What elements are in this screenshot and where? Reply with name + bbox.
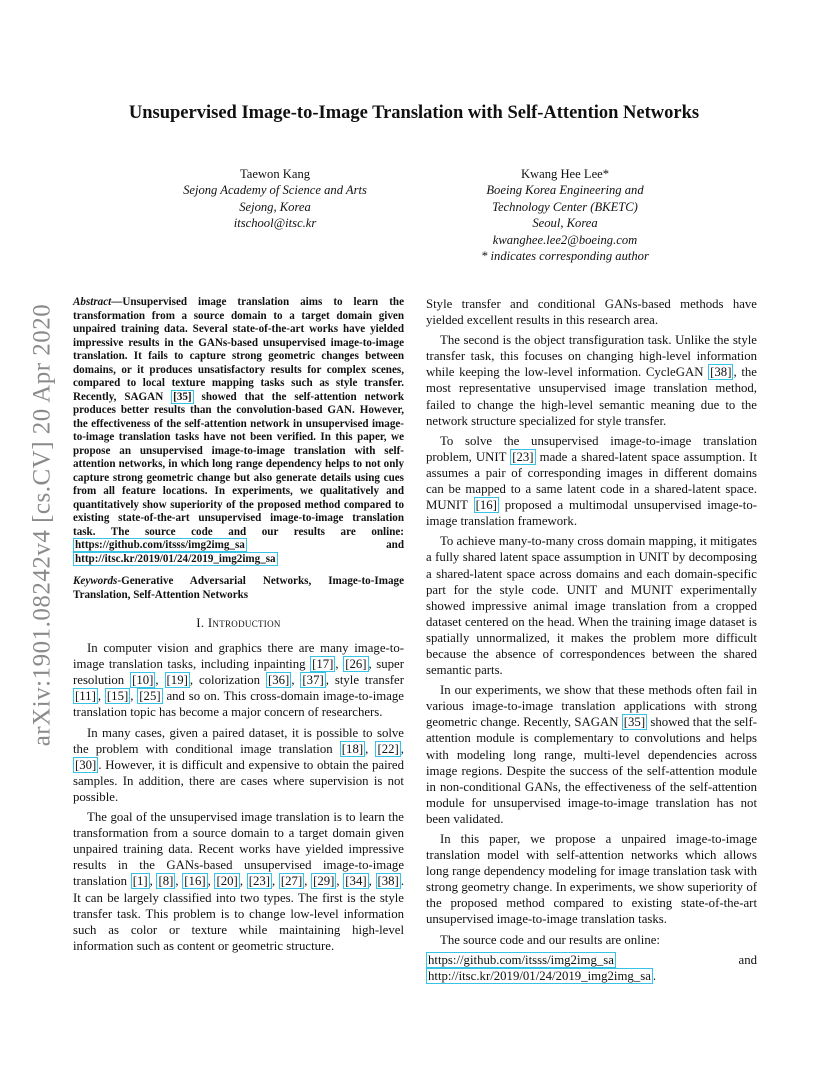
paper-title: Unsupervised Image-to-Image Translation with Self-Attention Networks (128, 103, 700, 123)
citation-link[interactable]: [18] (341, 741, 364, 756)
author-location: Seoul, Korea (532, 216, 598, 231)
citation-link[interactable]: [34] (345, 874, 367, 889)
citation-link[interactable]: [35] (173, 390, 192, 403)
citation-link[interactable]: [23] (248, 874, 271, 889)
author-affiliation: Boeing Korea Engineering and (486, 183, 644, 198)
citation-link[interactable]: [8] (158, 874, 174, 889)
paragraph: The source code and our results are online: (440, 932, 660, 947)
citation-link[interactable]: [16] (475, 498, 497, 513)
paragraph: In computer vision and graphics there are many image-to-image translation tasks, including inpainting [17] , [26] , super resolution [10] , [19] , colorization [36] , [37] , style transfer [11] , [15] , [25] and so on. This cross-domain image-to-image translation topic has become a major concern of researchers. (73, 641, 404, 720)
author-name: Kwang Hee Lee* (520, 167, 610, 181)
author-block-2 (420, 166, 710, 264)
author-email: itschool@itsc.kr (233, 216, 317, 231)
citation-link[interactable]: [16] (184, 874, 206, 889)
citation-link[interactable]: [22] (377, 741, 399, 756)
citation-link[interactable]: [19] (166, 673, 188, 688)
author-location: Sejong, Korea (239, 199, 311, 214)
citation-link[interactable]: [27] (280, 874, 303, 889)
right-column (426, 296, 757, 988)
citation-link[interactable]: [11] (75, 689, 96, 704)
source-code-link[interactable]: https://github.com/itsss/img2img_sa (75, 539, 245, 551)
citation-link[interactable]: [15] (106, 689, 129, 704)
paragraph: In our experiments, we show that these methods often fail in various image-to-image translation applications with strong geometric change. Recently, SAGAN [35] showed that the self-attention module is complementary to convolutions and helps with modeling long range, multi-level dependencies across image regions. Despite the success of the self-attention module in non-conditional GANs, the effectiveness of the self-attention module for unsupervised image-to-image translation has not been validated. (426, 683, 757, 826)
arxiv-identifier-text: arXiv:1901.08242v4 [cs.CV] 20 Apr 2020 (28, 303, 56, 747)
citation-link[interactable]: [1] (132, 874, 148, 889)
citation-link[interactable]: [17] (312, 657, 334, 672)
paragraph: The goal of the unsupervised image translation is to learn the transformation from a source domain to a target domain given unpaired training data. Recent works have yielded impressive results in the GANs-based unsupervised image-to-image translation [1] , [8] , [16] , [20] , [23] , [27] , [29] , [34] , [38] . It can be largely classified into two types. The first is the style transfer task. This problem is to change low-level information such as color or texture while maintaining high-level information such as content or geometric structure. (73, 810, 405, 953)
abstract: Abstract—Unsupervised image translation aims to learn the transformation from a source domain to a target domain given unpaired training data. Several state-of-the-art works have yielded impressive results in the GANs-based unsupervised image-to-image translation. It fails to capture strong geometric changes between domains, or it produces unsatisfactory results for complex scenes, compared to local texture mapping tasks such as style transfer. Recently, SAGAN [35] showed that the self-attention network produces better results than the convolution-based GAN. However, the effectiveness of the self-attention network in unsupervised image-to-image translation tasks have not been verified. In this paper, we propose an unsupervised image-to-image translation with self-attention networks, in which long range dependency helps to not only capture strong geometric change but also generate details using cues from all feature locations. In experiments, we qualitatively and quantitatively show superiority of the proposed method compared to existing state-of-the-art unsupervised image-to-image translation task. The source code and our results are online: https://github.com/itsss/img2img_sa and http://itsc.kr/2019/01/24/2019_img2img_sa (73, 296, 404, 565)
citation-link[interactable]: [23] (512, 449, 534, 464)
source-links-line: https://github.com/itsss/img2img_sa and http://itsc.kr/2019/01/24/2019_img2img_sa . (428, 952, 757, 983)
section-heading-introduction: I. Introduction (196, 616, 281, 630)
citation-link[interactable]: [10] (132, 673, 154, 688)
citation-link[interactable]: [35] (623, 715, 646, 730)
author-block-1 (130, 166, 420, 232)
paragraph: Style transfer and conditional GANs-based methods have yielded excellent results in this research area. (426, 297, 757, 328)
corresponding-author-note: * indicates corresponding author (481, 249, 649, 264)
paragraph: In this paper, we propose a unpaired image-to-image translation model with self-attention networks which allows long range dependency modeling for image translation task with strong geometry change. In experiments, we show superiority of the proposed method compared to existing state-of-the-art unsupervised image-to-image translation tasks. (426, 832, 757, 927)
source-code-link[interactable]: https://github.com/itsss/img2img_sa (428, 952, 614, 967)
paragraph: The second is the object transfiguration task. Unlike the style transfer task, this focuses on changing high-level information while keeping the low-level information. CycleGAN [38] , the most representative unsupervised image translation method, failed to change the high-level semantic meaning due to the network structure specialized for style transfer. (426, 333, 757, 428)
arxiv-identifier-stamp (22, 282, 62, 768)
abstract-label: Abstract (73, 296, 112, 308)
author-affiliation: Sejong Academy of Science and Arts (183, 183, 367, 198)
citation-link[interactable]: [37] (302, 673, 324, 688)
keywords-label: Keywords (73, 575, 118, 587)
citation-link[interactable]: [25] (139, 689, 161, 704)
paragraph: In many cases, given a paired dataset, it is possible to solve the problem with conditional image translation [18] , [22] , [30] . However, it is difficult and expensive to obtain the paired samples. In addition, there are cases where supervision is not possible. (73, 725, 404, 804)
citation-link[interactable]: [26] (345, 657, 367, 672)
paragraph: To achieve many-to-many cross domain mapping, it mitigates a fully shared latent space assumption in UNIT by decomposing a shared-latent space across domains and each domain-specific part for the style code. UNIT and MUNIT experimentally showed impressive animal image translation from a cropped dataset centered on the head. When the training image dataset is spatially unnormalized, it makes the problem more difficult because the absence of correspondences between the shared semantic parts. (426, 534, 757, 678)
keywords: Keywords-Generative Adversarial Networks, Image-to-Image Translation, Self-Attention Networks (73, 575, 404, 601)
author-email: kwanghee.lee2@boeing.com (492, 232, 638, 247)
citation-link[interactable]: [38] (710, 365, 732, 380)
citation-link[interactable]: [20] (216, 874, 238, 889)
citation-link[interactable]: [30] (75, 757, 97, 772)
citation-link[interactable]: [38] (377, 874, 399, 889)
author-name: Taewon Kang (239, 167, 311, 181)
left-column (73, 296, 404, 958)
author-affiliation: Technology Center (BKETC) (492, 199, 638, 214)
citation-link[interactable]: [36] (267, 673, 290, 688)
results-link[interactable]: http://itsc.kr/2019/01/24/2019_img2img_sa (75, 552, 276, 565)
results-link[interactable]: http://itsc.kr/2019/01/24/2019_img2img_sa (428, 968, 651, 983)
paragraph: To solve the unsupervised image-to-image translation problem, UNIT [23] made a shared-latent space assumption. It assumes a pair of corresponding images in different domains can be mapped to a same latent code in a shared-latent space. MUNIT [16] proposed a multimodal unsupervised image-to-image translation framework. (426, 433, 757, 529)
citation-link[interactable]: [29] (313, 874, 335, 889)
